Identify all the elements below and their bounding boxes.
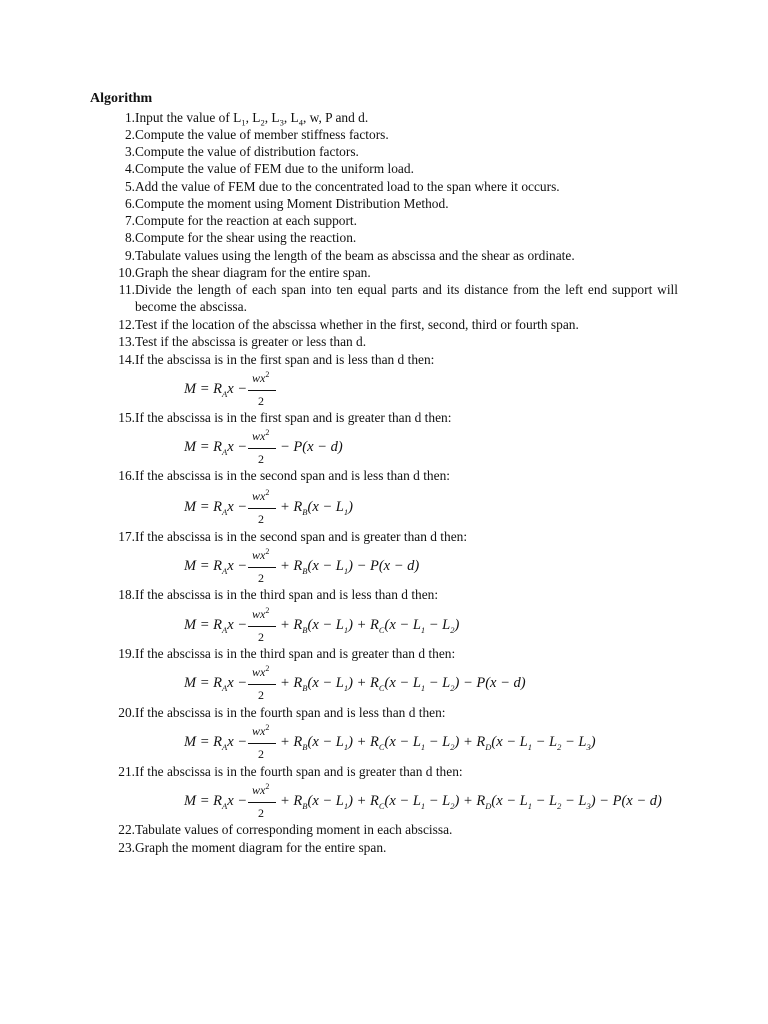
step-number: 17. xyxy=(118,529,135,544)
equation-lhs: $M = R_Ax$ − xyxy=(184,617,248,635)
step-number: 6. xyxy=(124,196,135,211)
step-number: 7. xyxy=(124,213,135,228)
equation-lhs: $M = R_Ax$ − xyxy=(184,439,248,457)
step-text: If the abscissa is in the third span and is greater than d then: xyxy=(135,646,456,661)
equation-rhs: + $R_B(x - L_1) + R_C(x - L_1 - L_2) - P(x - d)$ xyxy=(280,675,526,693)
step-text: Divide the length of each span into ten equal parts and its distance from the left end support will become the abscissa. xyxy=(135,282,678,315)
step-text: Tabulate values using the length of the beam as abscissa and the shear as ordinate. xyxy=(135,248,575,263)
fraction-bar xyxy=(248,448,276,449)
step-text: Compute for the reaction at each support. xyxy=(135,213,357,228)
fraction-numerator: $wx^2$ xyxy=(252,370,270,385)
step-number: 18. xyxy=(118,587,135,602)
step-number: 8. xyxy=(124,230,135,245)
step-text: Compute the value of distribution factors. xyxy=(135,144,359,159)
fraction-numerator: $wx^2$ xyxy=(252,428,270,443)
step-text: If the abscissa is in the first span and is less than d then: xyxy=(135,352,435,367)
step-number: 5. xyxy=(124,179,135,194)
fraction-numerator: $wx^2$ xyxy=(252,547,270,562)
step-text: Add the value of FEM due to the concentrated load to the span where it occurs. xyxy=(135,179,560,194)
equation-lhs: $M = R_Ax$ − xyxy=(184,499,248,517)
fraction-bar xyxy=(248,567,276,568)
equation-rhs: + $R_B(x - L_1)$ xyxy=(280,499,353,517)
step-number: 23. xyxy=(118,840,135,855)
step-text: Test if the abscissa is greater or less than d. xyxy=(135,334,367,349)
step-text: If the abscissa is in the second span and is less than d then: xyxy=(135,468,450,483)
fraction-bar xyxy=(248,743,276,744)
step-text: Test if the location of the abscissa whether in the first, second, third or fourth span. xyxy=(135,317,579,332)
fraction-numerator: $wx^2$ xyxy=(252,606,270,621)
fraction-denominator: 2 xyxy=(258,747,264,761)
step-number: 12. xyxy=(118,317,135,332)
fraction-denominator: 2 xyxy=(258,394,264,408)
step-text: Compute the value of FEM due to the uniform load. xyxy=(135,161,414,176)
fraction-numerator: $wx^2$ xyxy=(252,664,270,679)
fraction-denominator: 2 xyxy=(258,571,264,585)
algorithm-heading: Algorithm xyxy=(90,91,153,106)
fraction-bar xyxy=(248,802,276,803)
fraction-numerator: $wx^2$ xyxy=(252,723,270,738)
step-number: 19. xyxy=(118,646,135,661)
equation-rhs: − P(x − d) xyxy=(280,439,343,455)
equation-lhs: $M = R_Ax$ − xyxy=(184,381,248,399)
step-number: 21. xyxy=(118,764,135,779)
step-number: 1. xyxy=(124,110,135,125)
step-number: 20. xyxy=(118,705,135,720)
step-text: If the abscissa is in the third span and is less than d then: xyxy=(135,587,439,602)
step-text: If the abscissa is in the fourth span and is greater than d then: xyxy=(135,764,463,779)
step-number: 22. xyxy=(118,822,135,837)
fraction-denominator: 2 xyxy=(258,806,264,820)
step-text: Graph the shear diagram for the entire span. xyxy=(135,265,371,280)
fraction-denominator: 2 xyxy=(258,512,264,526)
step-number: 2. xyxy=(124,127,135,142)
step-text: If the abscissa is in the fourth span and is less than d then: xyxy=(135,705,446,720)
equation-rhs: + $R_B(x - L_1) - P(x - d)$ xyxy=(280,558,420,576)
fraction-bar xyxy=(248,626,276,627)
step-text: Input the value of $L_1$, $L_2$, $L_3$, $L_4$, w, P and d. xyxy=(135,110,369,128)
fraction-numerator: $wx^2$ xyxy=(252,782,270,797)
step-number: 13. xyxy=(118,334,135,349)
step-number: 15. xyxy=(118,410,135,425)
step-number: 3. xyxy=(124,144,135,159)
equation-lhs: $M = R_Ax$ − xyxy=(184,558,248,576)
fraction-denominator: 2 xyxy=(258,630,264,644)
equation-lhs: $M = R_Ax$ − xyxy=(184,734,248,752)
equation-rhs: + $R_B(x - L_1) + R_C(x - L_1 - L_2)$ xyxy=(280,617,460,635)
step-text: If the abscissa is in the first span and is greater than d then: xyxy=(135,410,452,425)
fraction-numerator: $wx^2$ xyxy=(252,488,270,503)
equation-rhs: + $R_B(x - L_1) + R_C(x - L_1 - L_2) + R_D(x - L_1 - L_2 - L_3)$ xyxy=(280,734,596,752)
step-text: Compute the value of member stiffness factors. xyxy=(135,127,389,142)
step-text: Compute for the shear using the reaction. xyxy=(135,230,357,245)
step-text: Compute the moment using Moment Distribution Method. xyxy=(135,196,449,211)
equation-lhs: $M = R_Ax$ − xyxy=(184,675,248,693)
fraction-denominator: 2 xyxy=(258,452,264,466)
fraction-bar xyxy=(248,508,276,509)
step-text: If the abscissa is in the second span and is greater than d then: xyxy=(135,529,468,544)
step-text: Graph the moment diagram for the entire span. xyxy=(135,840,387,855)
step-number: 9. xyxy=(124,248,135,263)
step-text: Tabulate values of corresponding moment in each abscissa. xyxy=(135,822,453,837)
step-number: 10. xyxy=(118,265,135,280)
step-number: 11. xyxy=(118,282,135,297)
step-number: 14. xyxy=(118,352,135,367)
equation-rhs: + $R_B(x - L_1) + R_C(x - L_1 - L_2) + R_D(x - L_1 - L_2 - L_3) - P(x - d)$ xyxy=(280,793,662,811)
fraction-bar xyxy=(248,390,276,391)
step-number: 16. xyxy=(118,468,135,483)
fraction-bar xyxy=(248,684,276,685)
step-number: 4. xyxy=(124,161,135,176)
fraction-denominator: 2 xyxy=(258,688,264,702)
equation-lhs: $M = R_Ax$ − xyxy=(184,793,248,811)
